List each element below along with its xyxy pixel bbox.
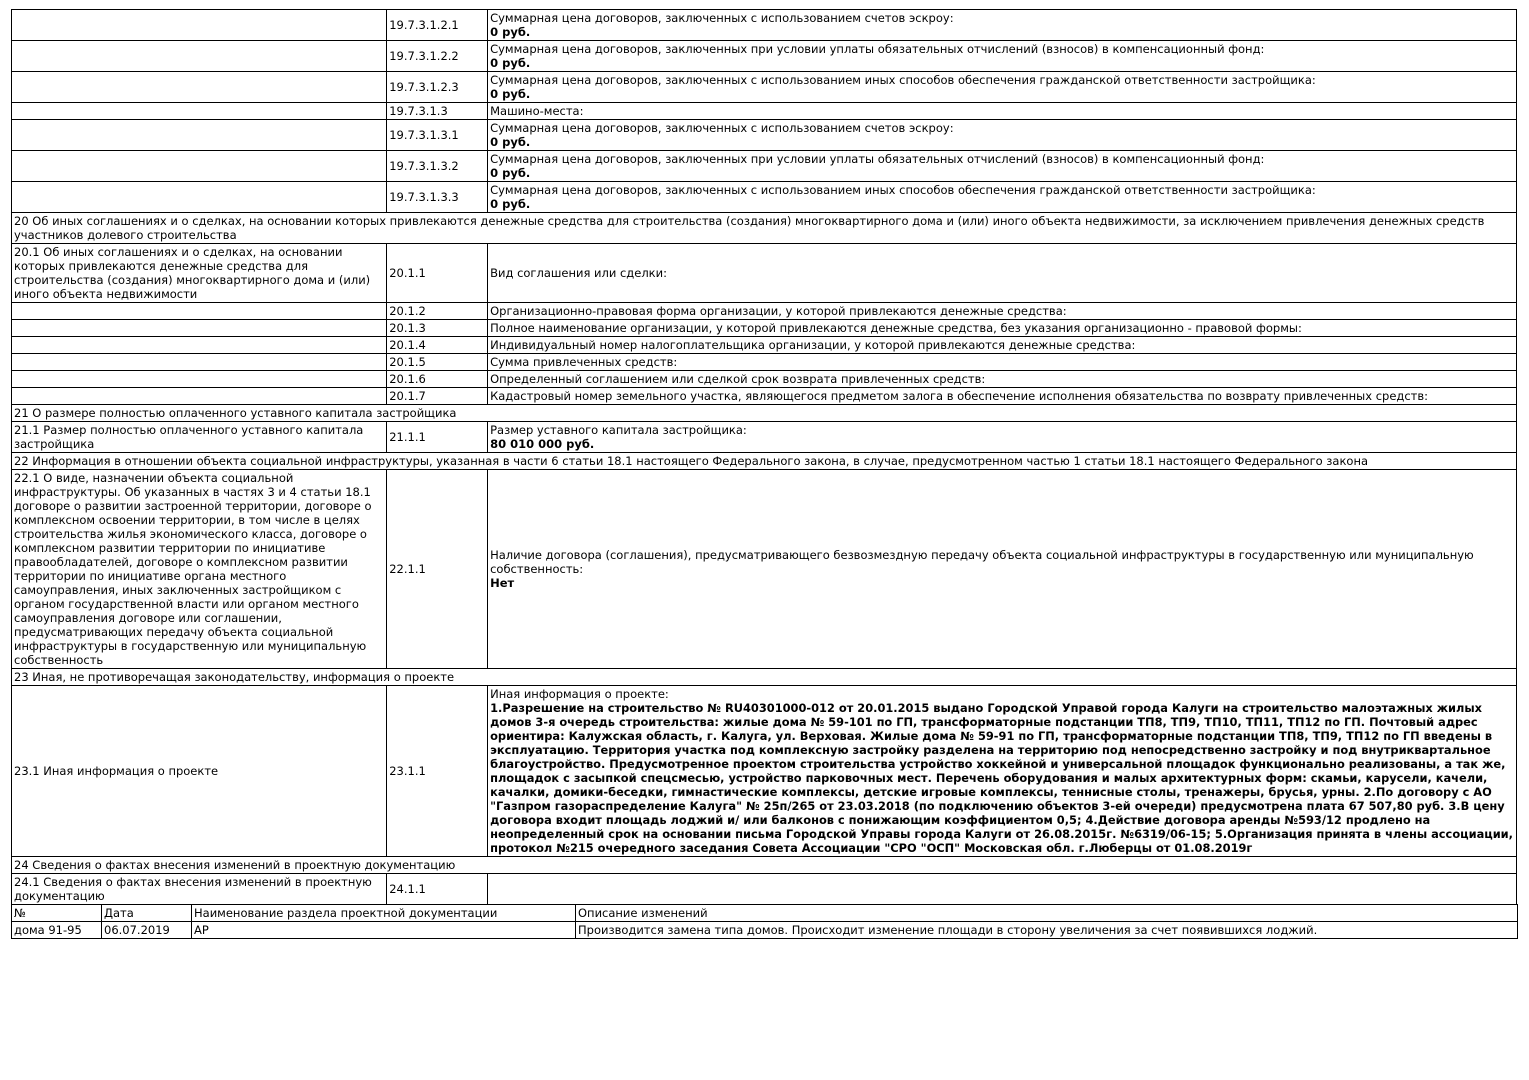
table-row [12, 244, 1517, 303]
column-header: Наименование раздела проектной документации [192, 905, 576, 922]
table-row [12, 303, 1517, 320]
group-21-1-label: 21.1 Размер полностью оплаченного уставного капитала застройщика [12, 422, 387, 453]
row-code: 22.1.1 [387, 470, 488, 669]
section-24-heading: 24 Сведения о фактах внесения изменений в проектную документацию [12, 857, 1517, 874]
table-row [12, 320, 1517, 337]
section-heading-row [12, 453, 1517, 470]
row-code: 19.7.3.1.3.1 [387, 120, 488, 151]
section-20-heading: 20 Об иных соглашениях и о сделках, на основании которых привлекаются денежные средства для строительства (создания) многоквартирного дома и (или) иного объекта недвижимости, за исключением привлечения денежных средств участников долевого строительства [12, 213, 1517, 244]
row-label: Кадастровый номер земельного участка, являющегося предметом залога в обеспечение исполнения обязательства по возврату привлеченных средств: [488, 388, 1517, 405]
row-code: 20.1.1 [387, 244, 488, 303]
row-value: 0 руб. [490, 25, 531, 39]
table-row [12, 354, 1517, 371]
row-code: 23.1.1 [387, 686, 488, 857]
table-row [12, 686, 1517, 857]
table-row [12, 371, 1517, 388]
row-code: 20.1.4 [387, 337, 488, 354]
row-value: 0 руб. [490, 56, 531, 70]
disclosure-table [11, 9, 1517, 905]
table-row [12, 41, 1517, 72]
row-code: 19.7.3.1.3.2 [387, 151, 488, 182]
row-value: 80 010 000 руб. [490, 437, 595, 451]
row-label: Индивидуальный номер налогоплательщика организации, у которой привлекаются денежные средства: [488, 337, 1517, 354]
row-value: 0 руб. [490, 87, 531, 101]
row-code: 24.1.1 [387, 874, 488, 905]
row-label: Наличие договора (соглашения), предусматривающего безвозмездную передачу объекта социальной инфраструктуры в государственную или муниципальную собственность: [490, 548, 1474, 576]
row-code: 19.7.3.1.2.3 [387, 72, 488, 103]
row-label: Суммарная цена договоров, заключенных с использованием счетов эскроу: [490, 11, 954, 25]
row-label: Полное наименование организации, у которой привлекаются денежные средства, без указания организационно - правовой формы: [488, 320, 1517, 337]
row-label: Суммарная цена договоров, заключенных при условии уплаты обязательных отчислений (взносов) в компенсационный фонд: [490, 152, 1265, 166]
row-label: Суммарная цена договоров, заключенных при условии уплаты обязательных отчислений (взносов) в компенсационный фонд: [490, 42, 1265, 56]
column-header: Дата [102, 905, 192, 922]
changes-table [11, 904, 1518, 939]
row-value: 0 руб. [490, 197, 531, 211]
table-row [12, 922, 1518, 939]
cell-section: АР [192, 922, 576, 939]
row-label: Организационно-правовая форма организации, у которой привлекаются денежные средства: [488, 303, 1517, 320]
cell-date: 06.07.2019 [102, 922, 192, 939]
row-code: 20.1.7 [387, 388, 488, 405]
section-23-heading: 23 Иная, не противоречащая законодательству, информация о проекте [12, 669, 1517, 686]
table-row [12, 874, 1517, 905]
row-value: Нет [490, 576, 515, 590]
row-code: 20.1.6 [387, 371, 488, 388]
table-row [12, 388, 1517, 405]
row-code: 20.1.5 [387, 354, 488, 371]
row-value: 1.Разрешение на строительство № RU40301000-012 от 20.01.2015 выдано Городской Управой города Калуги на строительство малоэтажных жилых домов 3-я очередь строительства: жилые дома № 59-101 по ГП, трансформаторные подстанции ТП8, ТП9, ТП10, ТП11, ТП12 по ГП. Почтовый адрес ориентира: Калужская область, г. Калуга, ул. Верховая. Жилые дома № 59-91 по ГП, трансформаторные подстанции ТП8, ТП9, ТП12 по ГП введены в эксплуатацию. Территория участка под комплексную застройку разделена на территорию под непосредственно застройку и под внутриквартальное благоустройство. Предусмотренное проектом строительства устройство хоккейной и универсальной площадок функционально реализованы, а так же, площадок с засыпкой спецсмесью, устройство парковочных мест. Перечень оборудования и малых архитектурных форм: скамьи, карусели, качели, качалки, домики-беседки, гимнастические комплексы, детские игровые комплексы, теннисные столы, тренажеры, брусья, урны. 2.По договору с АО "Газпром газораспределение Калуга" № 25п/265 от 23.03.2018 (по подключению объектов 3-ей очереди) предусмотрена плата 67 507,80 руб. 3.В цену договора входит площадь лоджий и/ или балконов с понижающим коэффициентом 0,5; 4.Действие договора аренды №593/12 продлено на неопределенный срок на основании письма Городской Управы города Калуги от 26.08.2015г. №6319/06-15; 5.Организация принята в члены ассоциации, протокол №215 очередного заседания Совета Ассоциации "СРО "ОСП" Московская обл. г.Люберцы от 01.08.2019г [490, 701, 1513, 855]
section-heading-row [12, 857, 1517, 874]
row-code: 20.1.2 [387, 303, 488, 320]
column-header: Описание изменений [576, 905, 1518, 922]
row-code: 19.7.3.1.2.2 [387, 41, 488, 72]
group-20-1-label: 20.1 Об иных соглашениях и о сделках, на основании которых привлекаются денежные средства для строительства (создания) многоквартирного дома и (или) иного объекта недвижимости [12, 244, 387, 303]
table-row [12, 151, 1517, 182]
row-label: Сумма привлеченных средств: [488, 354, 1517, 371]
cell-description: Производится замена типа домов. Происходит изменение площади в сторону увеличения за счет появившихся лоджий. [576, 922, 1518, 939]
table-row [12, 120, 1517, 151]
table-row [12, 103, 1517, 120]
row-code: 19.7.3.1.2.1 [387, 10, 488, 41]
section-heading-row [12, 669, 1517, 686]
section-21-heading: 21 О размере полностью оплаченного уставного капитала застройщика [12, 405, 1517, 422]
row-label: Иная информация о проекте: [490, 687, 669, 701]
section-heading-row [12, 405, 1517, 422]
changes-header-row [12, 905, 1518, 922]
row-code: 19.7.3.1.3 [387, 103, 488, 120]
row-code: 20.1.3 [387, 320, 488, 337]
table-row [12, 182, 1517, 213]
column-header: № [12, 905, 102, 922]
table-row [12, 470, 1517, 669]
table-row [12, 422, 1517, 453]
table-row [12, 10, 1517, 41]
group-23-1-label: 23.1 Иная информация о проекте [12, 686, 387, 857]
row-label: Определенный соглашением или сделкой срок возврата привлеченных средств: [488, 371, 1517, 388]
row-code: 21.1.1 [387, 422, 488, 453]
table-row [12, 337, 1517, 354]
section-22-heading: 22 Информация в отношении объекта социальной инфраструктуры, указанная в части 6 статьи 18.1 настоящего Федерального закона, в случае, предусмотренном частью 1 статьи 18.1 настоящего Федерального закона [12, 453, 1517, 470]
row-label: Машино-места: [488, 103, 1517, 120]
row-label: Вид соглашения или сделки: [488, 244, 1517, 303]
group-24-1-label: 24.1 Сведения о фактах внесения изменений в проектную документацию [12, 874, 387, 905]
group-22-1-label: 22.1 О виде, назначении объекта социальной инфраструктуры. Об указанных в частях 3 и 4 статьи 18.1 договоре о развитии застроенной территории, договоре о комплексном освоении территории, в том числе в целях строительства жилья экономического класса, договоре о комплексном развитии территории по инициативе правообладателей, договоре о комплексном развитии территории по инициативе органа местного самоуправления, иных заключенных застройщиком с органом государственной власти или органом местного самоуправления договоре или соглашении, предусматривающих передачу объекта социальной инфраструктуры в государственную или муниципальную собственность [12, 470, 387, 669]
row-code: 19.7.3.1.3.3 [387, 182, 488, 213]
row-value: 0 руб. [490, 166, 531, 180]
row-label: Суммарная цена договоров, заключенных с использованием счетов эскроу: [490, 121, 954, 135]
cell-number: дома 91-95 [12, 922, 102, 939]
table-row [12, 72, 1517, 103]
row-label: Размер уставного капитала застройщика: [490, 423, 747, 437]
section-heading-row [12, 213, 1517, 244]
document-page [11, 9, 1517, 939]
row-label: Суммарная цена договоров, заключенных с использованием иных способов обеспечения гражданской ответственности застройщика: [490, 73, 1316, 87]
row-label: Суммарная цена договоров, заключенных с использованием иных способов обеспечения гражданской ответственности застройщика: [490, 183, 1316, 197]
row-value: 0 руб. [490, 135, 531, 149]
